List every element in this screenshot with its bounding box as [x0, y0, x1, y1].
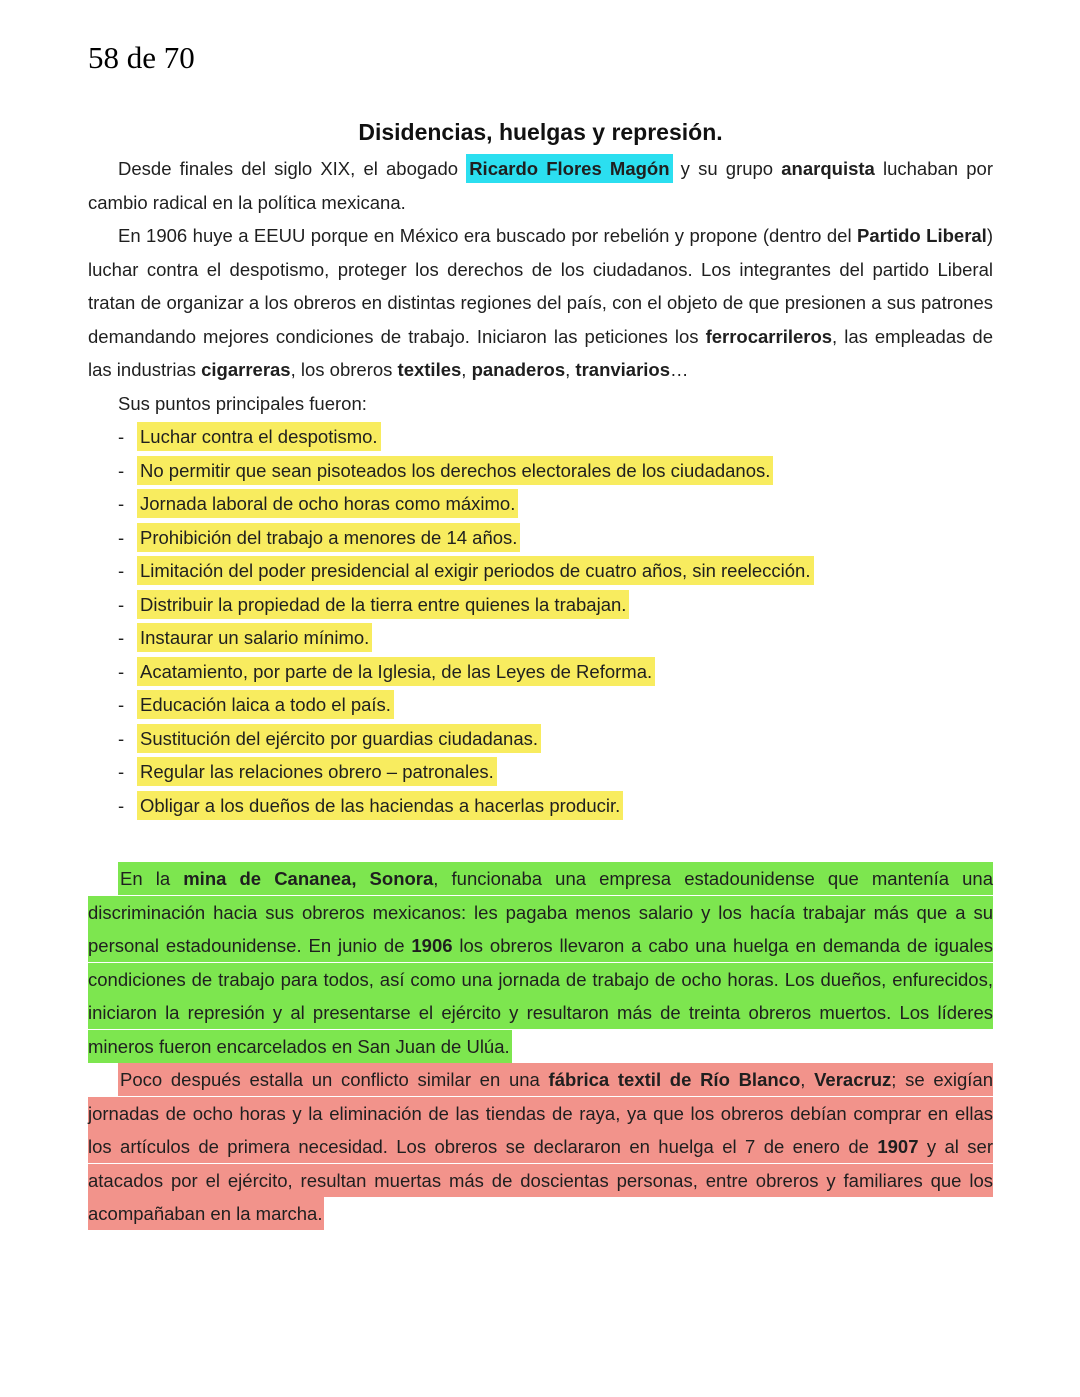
bullet-text: Acatamiento, por parte de la Iglesia, de las Leyes de Reforma.: [137, 657, 655, 686]
bullet-text: Sustitución del ejército por guardias ciudadanas.: [137, 724, 541, 753]
list-item: [88, 420, 993, 454]
paragraph-cananea: [88, 862, 993, 1063]
text-run: ,: [565, 359, 576, 380]
list-item: [88, 655, 993, 689]
document-content: [88, 118, 993, 1231]
bullet-text: Instaurar un salario mínimo.: [137, 623, 372, 652]
red-highlight: [88, 1063, 993, 1230]
text-run: Poco después estalla un conflicto similar en una: [120, 1069, 549, 1090]
bullet-dash: -: [118, 560, 125, 581]
text-run: , los obreros: [290, 359, 398, 380]
bullet-dash: -: [118, 627, 125, 648]
bullet-text: No permitir que sean pisoteados los derechos electorales de los ciudadanos.: [137, 456, 773, 485]
text-run: y su grupo: [672, 158, 782, 179]
text-run: los obreros llevaron a cabo una huelga en demanda de iguales condiciones de trabajo para todos, así como una jornada de trabajo de ocho horas. Los dueños, enfurecidos, iniciaron la represión y al presentarse el ejército y resultaron más de treinta obreros muertos. Los líderes mineros fueron encarcelados en San Juan de Ulúa.: [88, 935, 993, 1057]
paragraph-magon: [88, 152, 993, 219]
bold-text: mina de Cananea, Sonora: [183, 868, 434, 889]
text-run: En 1906 huye a EEUU porque en México era buscado por rebelión y propone (dentro del: [118, 225, 857, 246]
bullet-dash: -: [118, 694, 125, 715]
list-item: [88, 487, 993, 521]
highlighted-text: Ricardo Flores Magón: [466, 154, 672, 183]
bold-text: ferrocarrileros: [705, 325, 833, 347]
bullet-text: Prohibición del trabajo a menores de 14 años.: [137, 523, 520, 552]
text-run: ,: [461, 359, 472, 380]
text-run: …: [670, 359, 689, 380]
text-run: ) luchar contra el despotismo, proteger los derechos de los ciudadanos. Los integrantes del partido Liberal tratan de organizar a los obreros en distintas regiones del país, con el objeto de que presionen a sus patrones demandando mejores condiciones de trabajo. Iniciaron las peticiones los: [88, 225, 993, 347]
paragraph-rio-blanco: [88, 1063, 993, 1231]
bullet-text: Distribuir la propiedad de la tierra entre quienes la trabajan.: [137, 590, 629, 619]
bullet-text: Luchar contra el despotismo.: [137, 422, 381, 451]
points-intro: Sus puntos principales fueron:: [118, 392, 367, 414]
bullet-text: Jornada laboral de ocho horas como máximo.: [137, 489, 518, 518]
bullet-text: Educación laica a todo el país.: [137, 690, 394, 719]
page-title: Disidencias, huelgas y represión.: [358, 119, 723, 145]
bullet-dash: -: [118, 526, 125, 548]
text-run: y al ser atacados por el ejército, resultan muertas más de doscientas personas, entre obreros y familiares que los acompañaban en la marcha.: [88, 1136, 993, 1224]
bullet-dash: -: [118, 459, 125, 481]
bold-text: panaderos: [471, 359, 566, 380]
bold-text: cigarreras: [201, 359, 291, 380]
bold-text: textiles: [397, 359, 462, 380]
page-number: 58 de 70: [88, 40, 195, 75]
bullet-text: Obligar a los dueños de las haciendas a hacerlas producir.: [137, 791, 623, 820]
list-item: [88, 755, 993, 789]
bullet-dash: -: [118, 794, 125, 816]
bold-text: Veracruz: [814, 1069, 892, 1090]
bullet-dash: -: [118, 426, 125, 447]
list-item: [88, 554, 993, 588]
bold-text: 1907: [877, 1136, 919, 1157]
text-run: Desde finales del siglo XIX, el abogado: [118, 158, 467, 179]
bullet-dash: -: [118, 761, 125, 782]
text-run: En la: [120, 868, 184, 889]
list-item: [88, 521, 993, 555]
bullet-dash: -: [118, 727, 125, 749]
list-item: [88, 621, 993, 655]
text-run: , las empleadas de las industrias: [88, 325, 993, 380]
list-item: [88, 789, 993, 823]
bold-text: 1906: [411, 935, 453, 956]
bullet-text: Regular las relaciones obrero – patronales.: [137, 757, 497, 786]
list-item: [88, 722, 993, 756]
bullet-dash: -: [118, 593, 125, 615]
green-highlight: [88, 862, 993, 1063]
text-run: luchaban por cambio radical en la política mexicana.: [88, 158, 993, 213]
points-list: [88, 420, 993, 822]
list-item: [88, 454, 993, 488]
bullet-text: Limitación del poder presidencial al exigir periodos de cuatro años, sin reelección.: [137, 556, 814, 585]
bold-text: fábrica textil de Río Blanco: [548, 1069, 801, 1090]
bold-text: anarquista: [781, 158, 875, 179]
bold-text: tranviarios: [575, 359, 671, 380]
bullet-dash: -: [118, 493, 125, 514]
bullet-dash: -: [118, 660, 125, 682]
list-item: [88, 588, 993, 622]
list-item: [88, 688, 993, 722]
text-run: , funcionaba una empresa estadounidense que mantenía una discriminación hacia sus obreros mexicanos: les pagaba menos salario y los hacía trabajar más que a su personal estadounidense. En junio de: [88, 868, 993, 956]
paragraph-1906: [88, 219, 993, 387]
text-run: ,: [800, 1069, 815, 1090]
text-run: ; se exigían jornadas de ocho horas y la eliminación de las tiendas de raya, ya que los obreros debían comprar en ellas los artículos de primera necesidad. Los obreros se declararon en huelga el 7 de enero de: [88, 1069, 993, 1157]
bold-text: Partido Liberal: [857, 225, 987, 246]
